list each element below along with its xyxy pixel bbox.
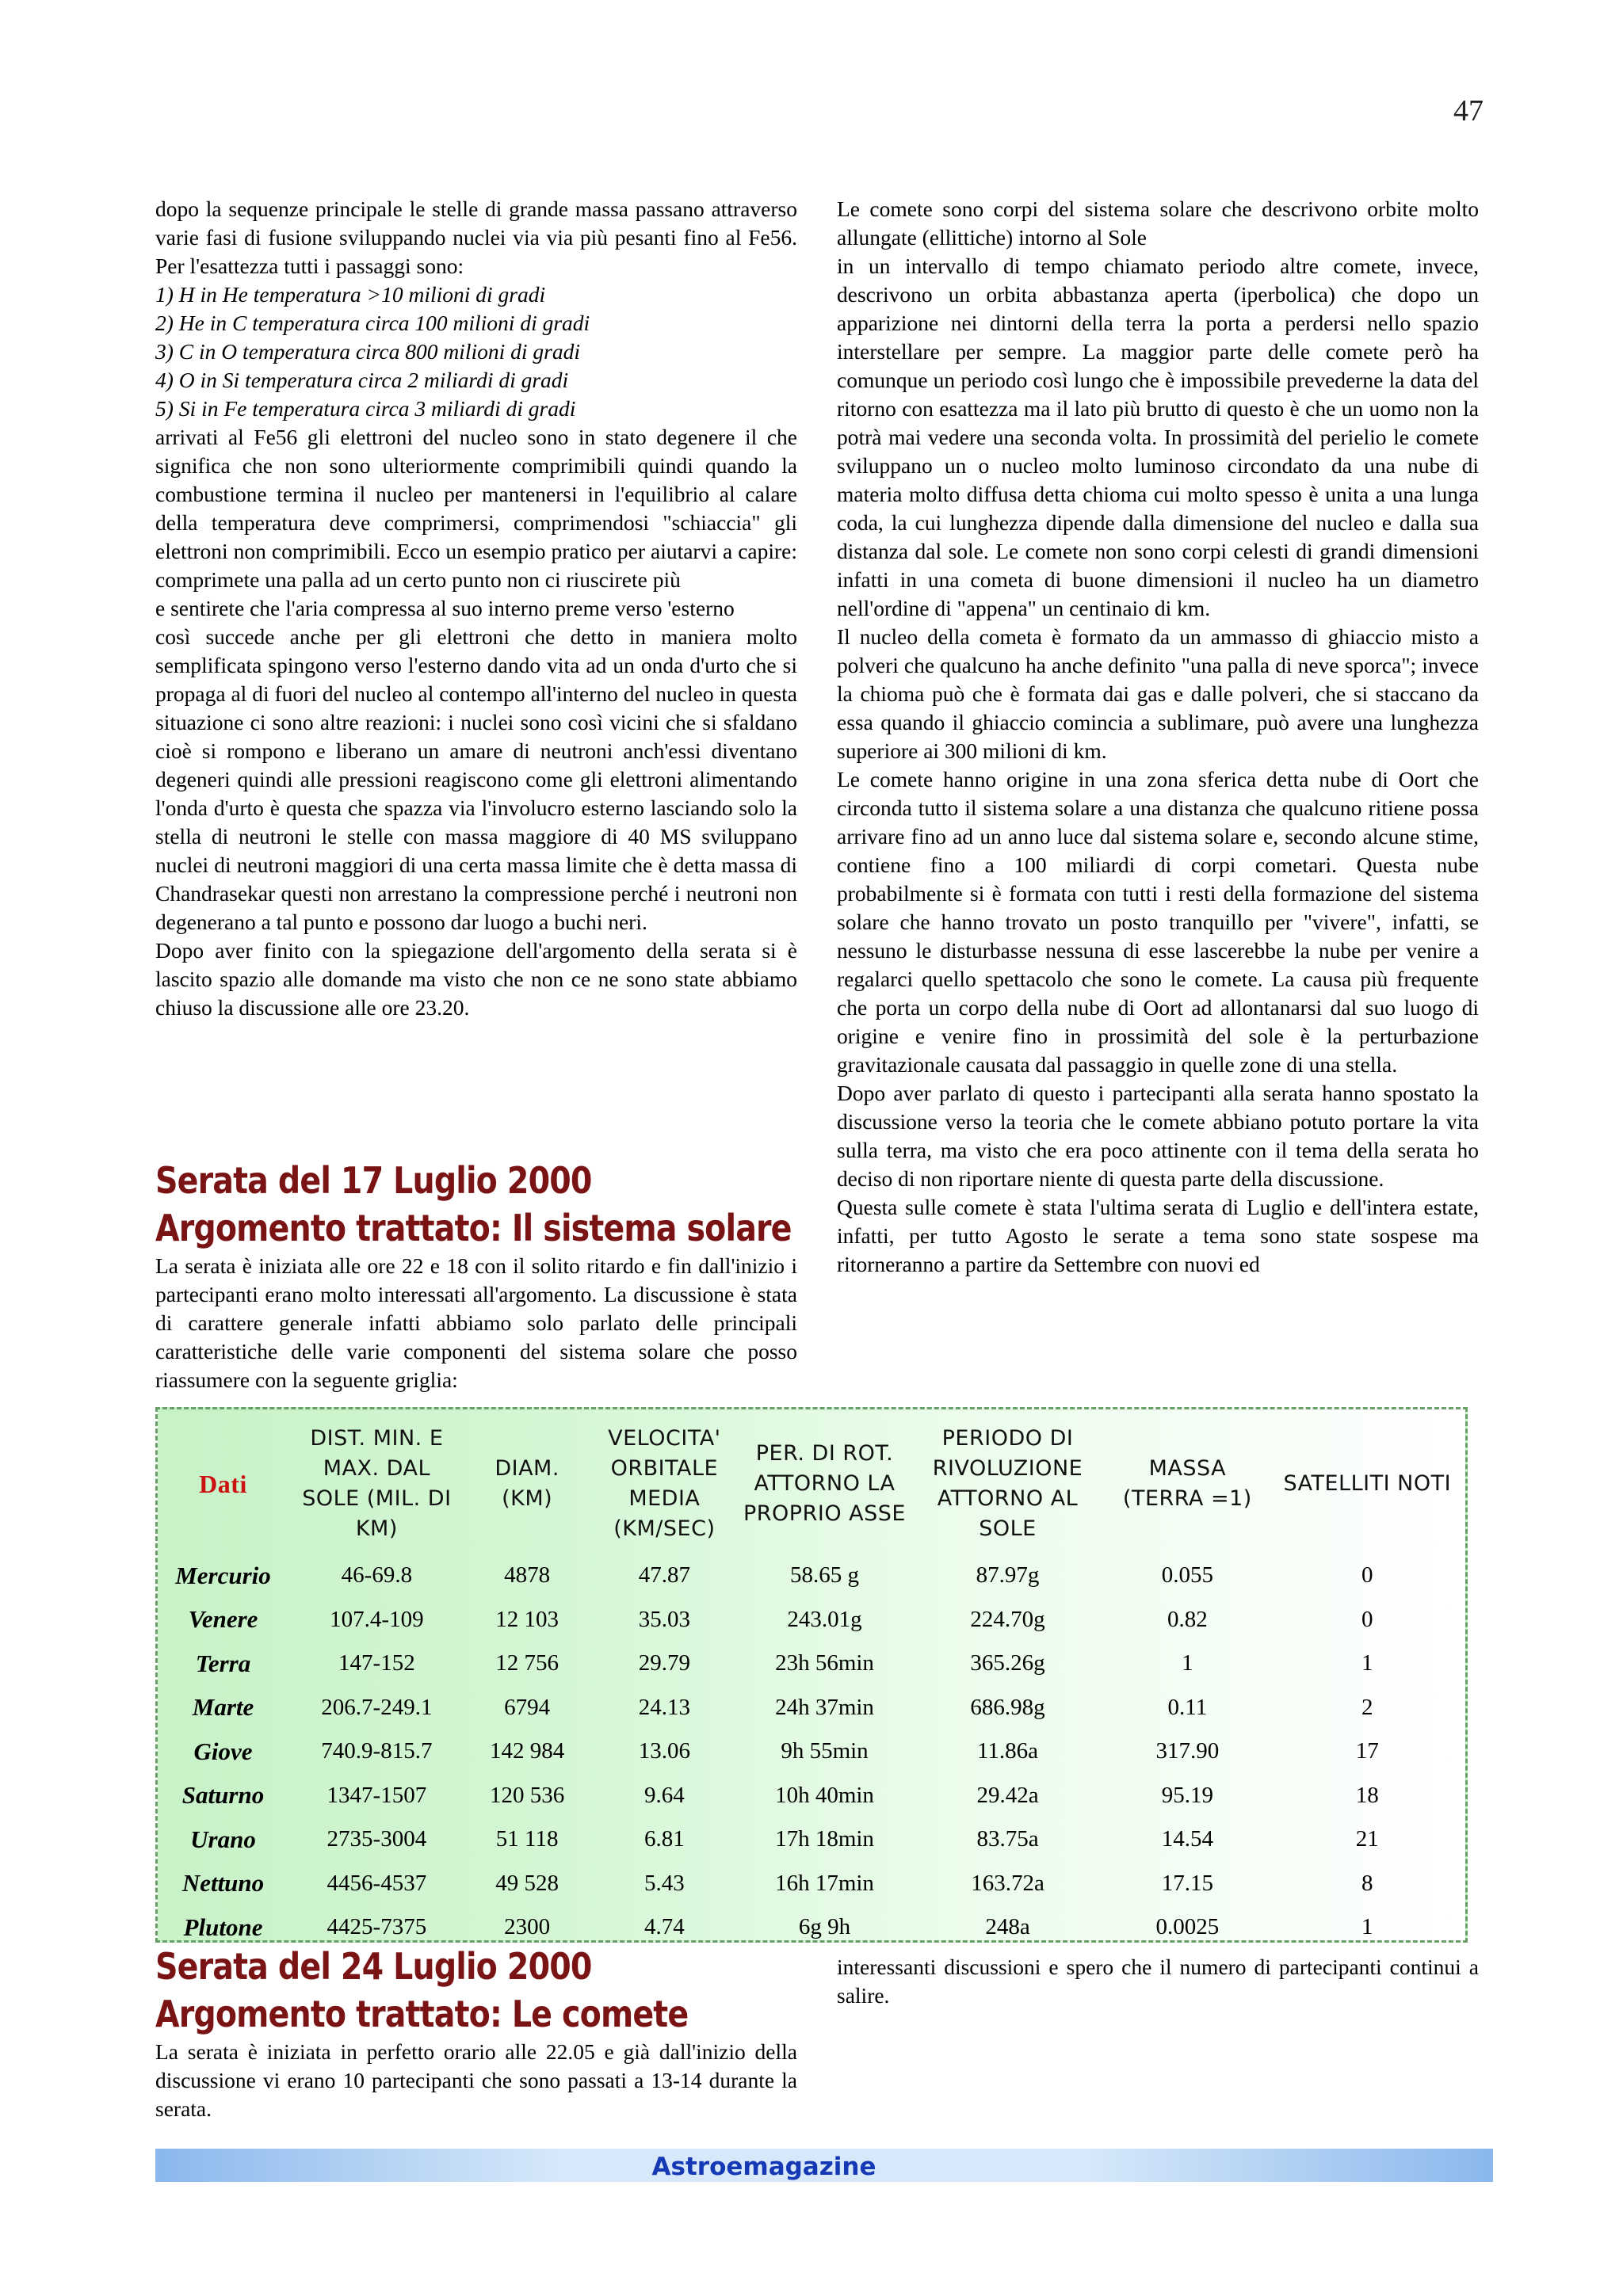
paragraph: e sentirete che l'aria compressa al suo interno preme verso 'esterno	[155, 596, 735, 620]
section-sistema-solare	[155, 1157, 797, 1394]
table-cell: 83.75a	[976, 1826, 1039, 1852]
section-date-heading: Serata del 24 Luglio 2000	[155, 1945, 592, 1988]
section-comete	[155, 1943, 797, 2123]
table-cell: 0	[1361, 1562, 1373, 1589]
table-cell: 29.42a	[976, 1782, 1039, 1808]
paragraph: Dopo aver finito con la spiegazione dell'argomento della serata si è lascito spazio alle domande ma visto che non ce ne sono state abbiamo chiuso la discussione alle ore 23.20.	[155, 938, 797, 1020]
table-cell: 224.70g	[970, 1606, 1045, 1632]
section-intro: La serata è iniziata in perfetto orario alle 22.05 e già dall'inizio della discussione vi erano 10 partecipanti che sono passati a 13-14 durante la serata.	[155, 2039, 797, 2121]
table-cell: 1347-1507	[327, 1782, 427, 1808]
planet-name-cell: Nettuno	[181, 1869, 265, 1897]
paragraph: arrivati al Fe56 gli elettroni del nucleo sono in stato degenere il che significa che non sono ulteriormente comprimibili quindi quando la combustione termina il nucleo per mantenersi in l'equilibrio al calare della temperatura deve comprimersi, comprimendosi "schiaccia" gli elettroni non comprimibili. Ecco un esempio pratico per aiutarvi a capire: comprimete una palla ad un certo punto non ci riuscirete più	[155, 425, 797, 592]
table-cell: 4456-4537	[327, 1870, 427, 1896]
table-cell: 243.01g	[787, 1606, 862, 1632]
table-cell: 5.43	[644, 1870, 685, 1896]
header-distance: DIST. MIN. E MAX. DAL SOLE (MIL. DI KM)	[302, 1426, 452, 1541]
section-date-heading: Serata del 17 Luglio 2000	[155, 1159, 592, 1202]
table-row	[158, 1817, 1465, 1862]
table-cell: 13.06	[638, 1738, 690, 1764]
fusion-step: 2) He in C temperatura circa 100 milioni di gradi	[155, 311, 590, 335]
section-topic-heading: Argomento trattato: Il sistema solare	[155, 1207, 792, 1249]
table-cell: 95.19	[1161, 1782, 1213, 1808]
table-cell: 24h 37min	[775, 1694, 874, 1720]
table-cell: 0.055	[1161, 1562, 1213, 1589]
table-cell: 11.86a	[976, 1738, 1039, 1764]
paragraph: Le comete sono corpi del sistema solare che descrivono orbite molto allungate (ellittiche) intorno al Sole	[837, 196, 1479, 250]
header-dati: Dati	[199, 1470, 247, 1498]
table-row	[158, 1598, 1465, 1642]
table-cell: 14.54	[1161, 1826, 1213, 1852]
table-cell: 87.97g	[976, 1562, 1040, 1589]
table-cell: 2735-3004	[327, 1826, 427, 1852]
right-column-continuation	[837, 1953, 1479, 2010]
header-rotation: PER. DI ROT. ATTORNO LA PROPRIO ASSE	[743, 1441, 906, 1526]
table-cell: 317.90	[1155, 1738, 1220, 1764]
table-cell: 9h 55min	[781, 1738, 869, 1764]
planet-name-cell: Plutone	[183, 1913, 263, 1941]
table-cell: 6.81	[644, 1826, 685, 1852]
table-row	[158, 1642, 1465, 1686]
table-row	[158, 1730, 1465, 1774]
table-cell: 4.74	[644, 1914, 685, 1940]
paragraph: Questa sulle comete è stata l'ultima serata di Luglio e dell'intera estate, infatti, per tutto Agosto le serate a tema sono state sospese ma ritorneranno a partire da Settembre con nuovi ed	[837, 1195, 1479, 1276]
planet-table	[158, 1409, 1465, 1950]
paragraph: interessanti discussioni e spero che il numero di partecipanti continui a salire.	[837, 1955, 1479, 2008]
table-cell: 147-152	[338, 1650, 415, 1676]
table-row	[158, 1686, 1465, 1730]
table-row	[158, 1554, 1465, 1598]
table-cell: 47.87	[638, 1562, 690, 1589]
planet-name-cell: Saturno	[181, 1781, 265, 1810]
planet-table-box	[155, 1407, 1468, 1943]
table-cell: 21	[1355, 1826, 1379, 1852]
table-cell: 10h 40min	[775, 1782, 874, 1808]
table-cell: 2	[1361, 1694, 1373, 1720]
page-number: 47	[1453, 94, 1484, 128]
table-cell: 4425-7375	[327, 1914, 427, 1940]
table-cell: 248a	[985, 1914, 1030, 1940]
right-column-text	[837, 195, 1479, 1279]
table-cell: 6794	[504, 1694, 551, 1720]
table-cell: 142 984	[490, 1738, 565, 1764]
table-cell: 51 118	[495, 1826, 559, 1852]
fusion-step: 3) C in O temperatura circa 800 milioni di gradi	[155, 339, 580, 364]
planet-name-cell: Urano	[190, 1825, 256, 1853]
paragraph: Il nucleo della cometa è formato da un ammasso di ghiaccio misto a polveri che qualcuno ha anche definito "una palla di neve sporca"; invece la chioma può che è formata dai gas e dalle polveri, che si staccano da essa quando il ghiaccio comincia a sublimare, può avere una lunghezza superiore ai 300 milioni di km.	[837, 624, 1479, 763]
table-cell: 23h 56min	[775, 1650, 874, 1676]
table-cell: 16h 17min	[775, 1870, 874, 1896]
paragraph: dopo la sequenze principale le stelle di grande massa passano attraverso varie fasi di fusione sviluppando nuclei via via più pesanti fino al Fe56. Per l'esattezza tutti i passaggi sono:	[155, 196, 797, 278]
section-intro: La serata è iniziata alle ore 22 e 18 con il solito ritardo e fin dall'inizio i partecipanti erano molto interessati all'argomento. La discussione è stata di carattere generale infatti abbiamo solo parlato delle principali caratteristiche delle varie componenti del sistema solare che posso riassumere con la seguente griglia:	[155, 1253, 797, 1392]
table-row	[158, 1774, 1465, 1818]
planet-table-body	[158, 1554, 1465, 1950]
planet-name-cell: Giove	[193, 1737, 253, 1765]
table-cell: 12 756	[495, 1650, 559, 1676]
planet-name-cell: Terra	[195, 1649, 251, 1677]
table-cell: 17	[1355, 1738, 1379, 1764]
fusion-step: 4) O in Si temperatura circa 2 miliardi di gradi	[155, 368, 569, 392]
table-cell: 0.11	[1167, 1694, 1208, 1720]
table-header-row	[158, 1409, 1465, 1554]
table-cell: 0.82	[1167, 1606, 1208, 1632]
table-cell: 17h 18min	[775, 1826, 874, 1852]
table-cell: 120 536	[490, 1782, 565, 1808]
table-cell: 12 103	[495, 1606, 559, 1632]
table-cell: 2300	[504, 1914, 551, 1940]
table-cell: 107.4-109	[330, 1606, 424, 1632]
table-cell: 49 528	[495, 1870, 559, 1896]
planet-name-cell: Mercurio	[175, 1561, 271, 1589]
table-cell: 740.9-815.7	[321, 1738, 433, 1764]
table-cell: 206.7-249.1	[321, 1694, 433, 1720]
table-cell: 1	[1361, 1650, 1373, 1676]
left-column-text	[155, 195, 797, 1022]
table-row	[158, 1862, 1465, 1906]
table-cell: 35.03	[638, 1606, 690, 1632]
table-cell: 6g 9h	[798, 1914, 851, 1940]
table-cell: 0	[1361, 1606, 1373, 1632]
header-satellites: SATELLITI NOTI	[1283, 1471, 1452, 1496]
footer-magazine-name	[0, 2153, 1623, 2181]
table-cell: 1	[1182, 1650, 1193, 1676]
table-cell: 18	[1355, 1782, 1379, 1808]
fusion-step: 1) H in He temperatura >10 milioni di gradi	[155, 282, 546, 307]
table-cell: 1	[1361, 1914, 1373, 1940]
paragraph: Dopo aver parlato di questo i partecipanti alla serata hanno spostato la discussione verso la teoria che le comete abbiano potuto portare la vita sulla terra, ma visto che era poco attinente con il tema della serata ho deciso di non riportare niente di questa parte della discussione.	[837, 1081, 1479, 1191]
table-cell: 17.15	[1161, 1870, 1213, 1896]
planet-name-cell: Venere	[188, 1605, 258, 1634]
table-cell: 9.64	[644, 1782, 685, 1808]
table-cell: 163.72a	[971, 1870, 1044, 1896]
table-cell: 58.65 g	[790, 1562, 859, 1589]
header-diameter: DIAM. (KM)	[495, 1456, 559, 1511]
header-velocity: VELOCITA' ORBITALE MEDIA (KM/SEC)	[608, 1426, 721, 1541]
planet-name-cell: Marte	[192, 1693, 254, 1722]
fusion-step: 5) Si in Fe temperatura circa 3 miliardi di gradi	[155, 396, 576, 421]
section-topic-heading: Argomento trattato: Le comete	[155, 1993, 689, 2035]
paragraph: così succede anche per gli elettroni che detto in maniera molto semplificata spingono verso l'esterno dando vita ad un onda d'urto che si propaga al di fuori del nucleo al contempo all'interno del nucleo in questa situazione ci sono altre reazioni: i nuclei sono così vicini che si sfaldano cioè si rompono e liberano un amare di neutroni anch'essi diventano degeneri quindi alle pressioni reagiscono come gli elettroni alimentando l'onda d'urto è questa che spazza via l'involucro esterno lasciando solo la stella di neutroni le stelle con massa maggiore di 40 MS sviluppano nuclei di neutroni maggiori di una certa massa limite che è detta massa di Chandrasekar questi non arrestano la compressione perché i neutroni non degenerano a tal punto e possono dar luogo a buchi neri.	[155, 624, 797, 934]
paragraph: in un intervallo di tempo chiamato periodo altre comete, invece, descrivono un orbita abbastanza aperta (iperbolica) che dopo un apparizione nei dintorni della terra la porta a perdersi nello spazio interstellare per sempre. La maggior parte delle comete però ha comunque un periodo così lungo che è impossibile prevederne la data del ritorno con esattezza ma il lato più brutto di questo è che un uomo non la potrà mai vedere una seconda volta. In prossimità del perielio le comete sviluppano un o nucleo molto luminoso circondato da una nube di materia molto diffusa detta chioma cui molto spesso è unita a una lunga coda, la cui lunghezza dipende dalla dimensione del nucleo e dalla sua distanza dal sole. Le comete non sono corpi celesti di grandi dimensioni infatti in una cometa di buone dimensioni il nucleo ha un diametro nell'ordine di "appena" un centinaio di km.	[837, 254, 1479, 620]
table-cell: 29.79	[638, 1650, 690, 1676]
table-cell: 4878	[504, 1562, 551, 1589]
header-mass: MASSA (TERRA =1)	[1122, 1456, 1252, 1511]
table-cell: 365.26g	[970, 1650, 1045, 1676]
table-cell: 686.98g	[970, 1694, 1045, 1720]
paragraph: Le comete hanno origine in una zona sferica detta nube di Oort che circonda tutto il sistema solare a una distanza che qualcuno ritiene possa arrivare fino ad un anno luce dal sistema solare e, secondo alcune stime, contiene fino a 100 miliardi di corpi cometari. Questa nube probabilmente si è formata con tutti i resti della formazione del sistema solare che hanno trovato un posto tranquillo per "vivere", infatti, se nessuno le disturbasse nessuna di esse lascerebbe la nube per venire a regalarci quello spettacolo che sono le comete. La causa più frequente che porta un corpo della nube di Oort ad allontanarsi dal suo luogo di origine e venire fino in prossimità del sole è la perturbazione gravitazionale causata dal passaggio in quelle zone di una stella.	[837, 767, 1479, 1077]
table-cell: 46-69.8	[341, 1562, 413, 1589]
table-cell: 8	[1361, 1870, 1373, 1896]
header-revolution: PERIODO DI RIVOLUZIONE ATTORNO AL SOLE	[932, 1426, 1083, 1541]
table-cell: 24.13	[638, 1694, 690, 1720]
table-cell: 0.0025	[1155, 1914, 1220, 1940]
footer-label-text: Astroemagazine	[651, 2153, 876, 2181]
